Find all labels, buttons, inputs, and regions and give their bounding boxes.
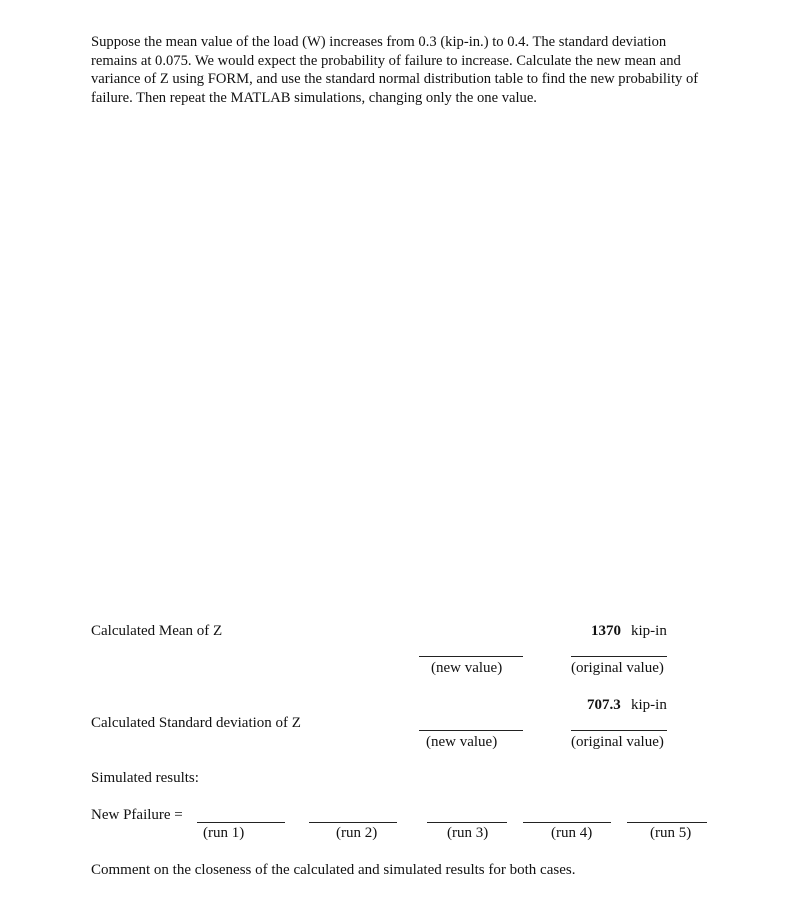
std-label: Calculated Standard deviation of Z <box>91 715 301 731</box>
std-new-value-blank[interactable] <box>419 730 523 731</box>
std-new-caption: (new value) <box>426 734 498 750</box>
mean-new-value-blank[interactable] <box>419 656 523 657</box>
run-3-blank[interactable] <box>427 822 507 823</box>
run-5-caption: (run 5) <box>650 825 692 841</box>
simulated-heading: Simulated results: <box>91 770 199 786</box>
run-4-blank[interactable] <box>523 822 611 823</box>
run-4-caption: (run 4) <box>551 825 593 841</box>
run-2-caption: (run 2) <box>336 825 378 841</box>
run-1-caption: (run 1) <box>203 825 245 841</box>
std-original-underline <box>571 730 667 731</box>
run-5-blank[interactable] <box>627 822 707 823</box>
run-1-blank[interactable] <box>197 822 285 823</box>
mean-label: Calculated Mean of Z <box>91 623 223 639</box>
run-2-blank[interactable] <box>309 822 397 823</box>
std-original-value: 707.3 <box>587 697 621 713</box>
run-3-caption: (run 3) <box>447 825 489 841</box>
mean-original-value: 1370 <box>591 623 621 639</box>
mean-original-underline <box>571 656 667 657</box>
mean-new-caption: (new value) <box>431 660 503 676</box>
problem-statement: Suppose the mean value of the load (W) increases from 0.3 (kip-in.) to 0.4. The standard deviation remains at 0.075. We would expect the probability of failure to increase. Calculate the new mean and variance of Z using FORM, and use the standard normal distribution table to find the new probability of failure. Then repeat the MATLAB simulations, changing only the one value. <box>91 34 699 106</box>
mean-unit: kip-in <box>631 623 667 639</box>
mean-original-caption: (original value) <box>571 660 664 676</box>
std-original-caption: (original value) <box>571 734 664 750</box>
std-unit: kip-in <box>631 697 667 713</box>
comment-prompt: Comment on the closeness of the calculated and simulated results for both cases. <box>91 862 576 878</box>
pfailure-label: New Pfailure = <box>91 807 183 823</box>
